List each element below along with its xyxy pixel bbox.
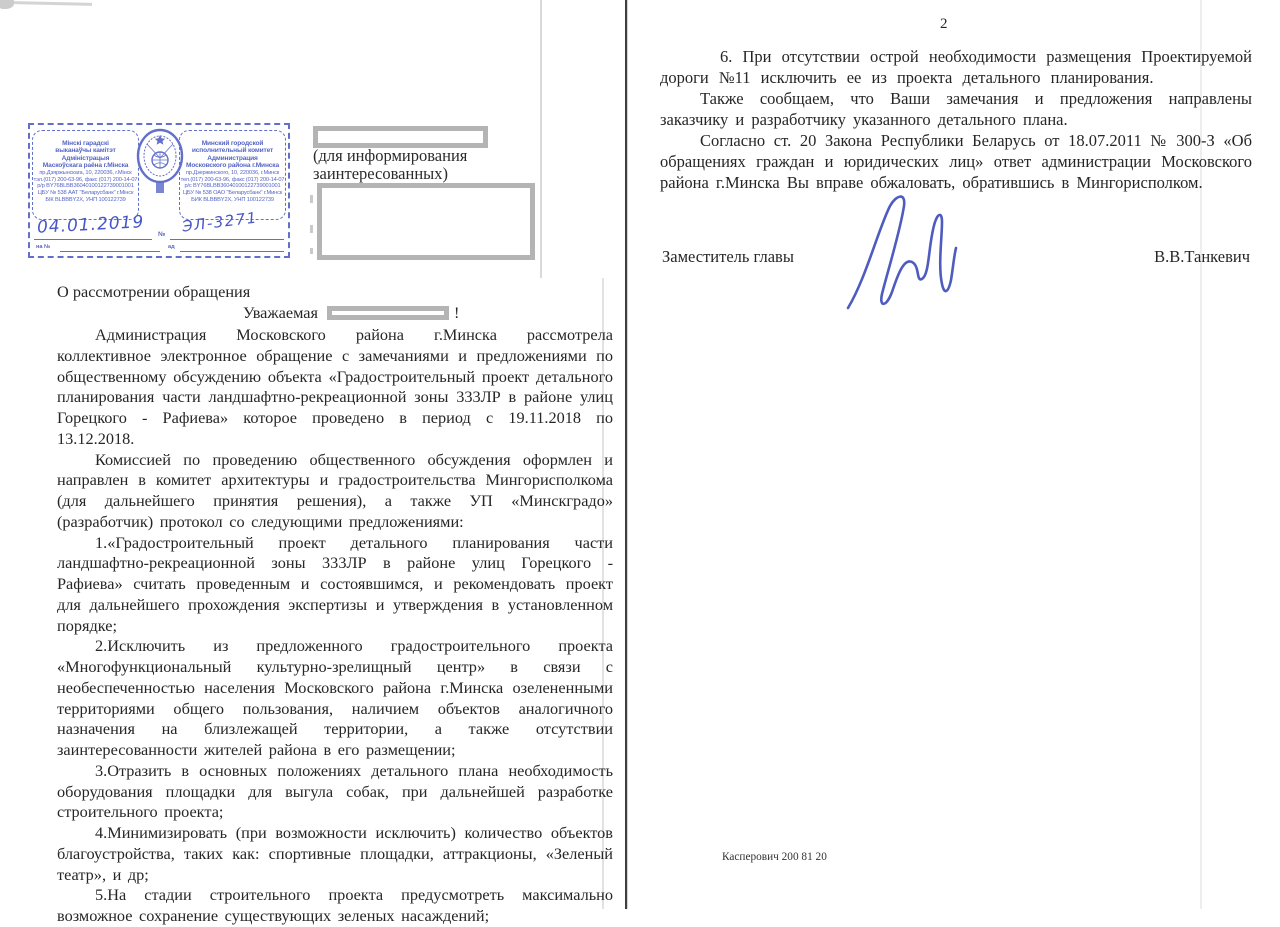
paragraph: Также сообщаем, что Ваши замечания и предложения направлены заказчику и разработчику указанного детального плана. [660,89,1252,129]
signer-title: Заместитель главы [662,247,794,266]
stamp-line: тел.(017) 200-63-96, факс (017) 200-14-07 [180,176,285,183]
letterhead-stamp [28,123,290,258]
stamp-line: Мінскі гарадскі [62,140,109,147]
stamp-line: пр.Дзяржынскага, 10, 220036, г.Мінск [39,169,132,176]
stamp-line: Администрация [207,154,258,162]
redacted-text-trace [310,225,313,233]
stamp-line: р/с BY76BLBB36040100122739001001 [184,183,281,190]
annotation-line: (для информирования [313,146,468,165]
recipient-annotation [313,147,467,183]
stamp-line: тэл.(017) 200-63-96, факс (017) 200-14-07 [33,176,138,183]
reply-date-label: ад [168,244,175,250]
redaction-box-name [327,306,449,320]
stamp-line: р/р BY76BLBB36040100122739001001 [37,183,134,190]
executor-footer: Касперович 200 81 20 [722,851,827,863]
number-sign-label: № [158,231,166,238]
paragraph: 5.На стадии строительного проекта предусмотреть максимально возможное сохранение существующих зеленых насаждений; [57,885,613,925]
paragraph: 4.Минимизировать (при возможности исключить) количество объектов благоустройства, таких как: спортивные площадки, аттракционы, «Зеленый театр», и др; [57,823,613,884]
salutation-line [243,303,459,323]
redaction-box-address [317,183,535,260]
stamp-line: Московского района г.Минска [186,162,279,170]
paragraph: Комиссией по проведению общественного обсуждения оформлен и направлен в комитет архитектуры и градостроительства Мингорисполкома (для дальнейшего принятия решения), а также УП «Минскградо» (разработчик) протокол со следующими предложениями: [57,449,613,531]
reply-to-number-label: на № [36,244,51,250]
fold-line [540,0,542,278]
redacted-text-trace [310,248,313,254]
stamp-line: Адміністрацыя [61,154,110,162]
scan-smudge [0,0,14,9]
salutation-suffix: ! [454,303,460,322]
reply-number-underline [60,251,160,252]
subject-line: О рассмотрении обращения [57,282,251,301]
stamp-line: Маскоўскага раёна г.Мінска [42,162,129,170]
stamp-line: пр.Дзержинского, 10, 220036, г.Минск [185,169,280,176]
stamp-line: БІК BLBBBY2X, УНП 100122739 [45,197,126,204]
stamp-line: выканаўчы камітэт [55,147,116,155]
letter-body-page1 [57,325,613,927]
stamp-russian-column [179,130,286,220]
salutation-prefix: Уважаемая [243,303,318,322]
letter-body-page2 [660,46,1252,193]
paragraph: 3.Отразить в основных положениях детального плана необходимость оборудования площадки для выгула собак, при дальнейшей разработке строительного проекта; [57,760,613,822]
paragraph: Согласно ст. 20 Закона Республики Беларусь от 18.07.2011 № 300-З «Об обращениях граждан и юридических лиц» ответ администрации Московского района г.Минска Вы вправе обжаловать, обратившись в Мингорисполком. [660,131,1252,192]
number-underline [170,239,284,240]
date-underline [34,239,152,240]
stamp-line: исполнительный комитет [191,147,274,155]
paragraph: 2.Исключить из предложенного градостроительного проекта «Многофункциональный культурно-зрелищный центр» в связи с необеспеченностью населения Московского района г.Минска озелененными территориями общего пользования, наличием объектов аналогичного назначения на близлежащей территории, а также отсутствии заинтересованности жителей района в его размещении; [57,636,613,759]
stamp-line: Минский городской [201,140,264,147]
scan-smudge [14,1,92,6]
signer-name: В.В.Танкевич [1154,247,1250,266]
stamp-line: БИК BLBBBY2X, УНП 100122739 [191,197,274,204]
redacted-text-trace [310,195,313,203]
stamp-line: ЦБУ № 538 ААТ "Беларусбанк" г.Мінск [37,190,134,197]
reply-date-underline [180,251,284,252]
paragraph: Администрация Московского района г.Минска рассмотрела коллективное электронное обращение с замечаниями и предложениями по общественному обсуждению объекта «Градостроительный проект детального планирования части ландшафтно-рекреационной зоны 333ЛР в районе улиц Горецкого - Рафиева» которое проведено в период с 19.11.2018 по 13.12.2018. [57,325,613,448]
handwritten-date: 04.01.2019 [36,212,145,238]
annotation-line: заинтересованных) [313,164,448,183]
page-divider-line [625,0,627,909]
coat-of-arms-icon [135,128,185,194]
paragraph: 1.«Градостроительный проект детального планирования части ландшафтно-рекреационной зоны 333ЛР в районе улиц Горецкого - Рафиева» считать проведенным и состоявшимся, и рекомендовать проект для дальнейшего прохождения экспертизы и утверждения в установленном порядке; [57,532,613,635]
redaction-box-recipient [313,126,488,148]
stamp-line: ЦБУ № 538 ОАО "Беларусбанк" г.Минск [182,190,283,197]
stamp-belarusian-column [32,130,139,220]
handwritten-outgoing-number: ЭЛ-3271 [181,208,259,236]
page-number: 2 [940,16,948,32]
paragraph: 6. При отсутствии острой необходимости размещения Проектируемой дороги №11 исключить ее из проекта детального планирования. [660,47,1252,87]
signature-scribble [838,186,963,311]
